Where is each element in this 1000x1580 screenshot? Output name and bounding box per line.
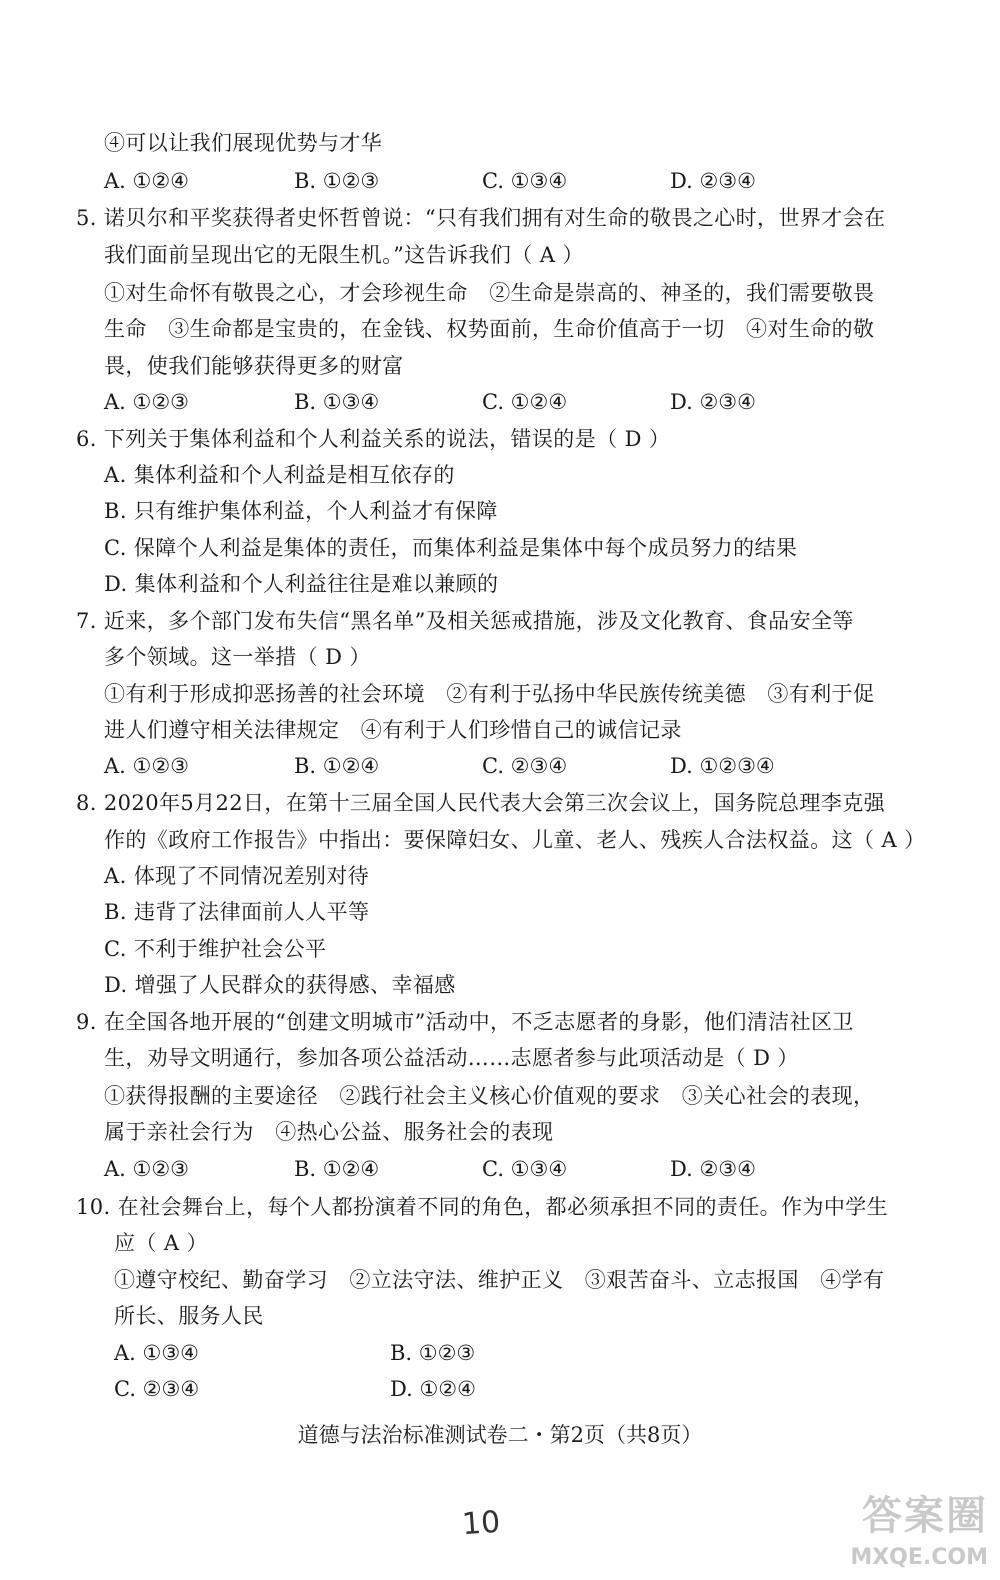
q6-option-b: B. 只有维护集体利益，个人利益才有保障: [104, 499, 498, 523]
q5-options: [104, 387, 924, 417]
q6-stem: 6. 下列关于集体利益和个人利益关系的说法，错误的是（ D ）: [76, 427, 671, 451]
q6-option-a: A. 集体利益和个人利益是相互依存的: [104, 463, 455, 487]
q9-items-line-2: 属于亲社会行为 ④热心公益、服务社会的表现: [104, 1120, 554, 1144]
page-footer: 道德与法治标准测试卷二・第2页（共8页）: [297, 1423, 703, 1447]
q10-options-row-1: [114, 1338, 914, 1368]
q4-option-d: D. ②③④: [670, 169, 756, 193]
q9-option-b: B. ①②④: [294, 1157, 380, 1181]
q8-option-b: B. 违背了法律面前人人平等: [104, 900, 370, 924]
q4-option-a: A. ①②④: [104, 169, 189, 193]
watermark-logo: [822, 1484, 992, 1574]
watermark-url: MXQE.COM: [850, 1545, 988, 1570]
q5-items-line-2: 生命 ③生命都是宝贵的，在金钱、权势面前，生命价值高于一切 ④对生命的敬: [104, 317, 875, 341]
q4-option-c: C. ①③④: [482, 169, 568, 193]
q7-stem-line-1: 7. 近来，多个部门发布失信“黑名单”及相关惩戒措施，涉及文化教育、食品安全等: [76, 609, 854, 633]
q5-option-c: C. ①②④: [482, 390, 568, 414]
q8-stem-line-1: 8. 2020年5月22日，在第十三届全国人民代表大会第三次会议上，国务院总理李克强: [76, 791, 886, 815]
q7-option-d: D. ①②③④: [670, 754, 775, 778]
q7-options: [104, 751, 924, 781]
q4-options: [104, 166, 924, 196]
q10-items-line-1: ①遵守校纪、勤奋学习 ②立法守法、维护正义 ③艰苦奋斗、立志报国 ④学有: [114, 1268, 885, 1292]
q9-items-line-1: ①获得报酬的主要途径 ②践行社会主义核心价值观的要求 ③关心社会的表现，: [104, 1084, 875, 1108]
q10-stem-line-1: 10. 在社会舞台上，每个人都扮演着不同的角色，都必须承担不同的责任。作为中学生: [76, 1195, 889, 1219]
q8-option-a: A. 体现了不同情况差别对待: [104, 864, 370, 888]
q7-items-line-2: 进人们遵守相关法律规定 ④有利于人们珍惜自己的诚信记录: [104, 718, 682, 742]
q10-stem-line-2: 应（ A ）: [114, 1231, 208, 1255]
q9-option-a: A. ①②③: [104, 1157, 189, 1181]
q10-items-line-2: 所长、服务人民: [114, 1304, 264, 1328]
q10-option-c: C. ②③④: [114, 1377, 200, 1401]
q9-options: [104, 1154, 924, 1184]
q9-option-c: C. ①③④: [482, 1157, 568, 1181]
q5-option-b: B. ①③④: [294, 390, 380, 414]
q5-stem-line-1: 5. 诺贝尔和平奖获得者史怀哲曾说：“只有我们拥有对生命的敬畏之心时，世界才会在: [76, 206, 886, 230]
handwritten-page-number: 10: [460, 1504, 502, 1543]
q10-option-d: D. ①②④: [390, 1377, 476, 1401]
q5-items-line-3: 畏，使我们能够获得更多的财富: [104, 354, 404, 378]
q7-stem-line-2: 多个领域。这一举措（ D ）: [104, 645, 371, 669]
q5-option-a: A. ①②③: [104, 390, 189, 414]
q7-option-b: B. ①②④: [294, 754, 380, 778]
q6-option-d: D. 集体利益和个人利益往往是难以兼顾的: [104, 572, 499, 596]
q5-option-d: D. ②③④: [670, 390, 756, 414]
q5-stem-line-2: 我们面前呈现出它的无限生机。”这告诉我们（ A ）: [104, 243, 584, 267]
q8-stem-line-2: 作的《政府工作报告》中指出：要保障妇女、儿童、老人、残疾人合法权益。这（ A ）: [104, 828, 926, 852]
q10-option-a: A. ①③④: [114, 1341, 199, 1365]
q10-option-b: B. ①②③: [390, 1341, 476, 1365]
q6-option-c: C. 保障个人利益是集体的责任，而集体利益是集体中每个成员努力的结果: [104, 536, 798, 560]
q5-items-line-1: ①对生命怀有敬畏之心，才会珍视生命 ②生命是崇高的、神圣的，我们需要敬畏: [104, 281, 875, 305]
q9-option-d: D. ②③④: [670, 1157, 756, 1181]
q9-stem-line-1: 9. 在全国各地开展的“创建文明城市”活动中，不乏志愿者的身影，他们清洁社区卫: [76, 1010, 854, 1034]
q9-stem-line-2: 生，劝导文明通行，参加各项公益活动……志愿者参与此项活动是（ D ）: [104, 1046, 799, 1070]
q7-option-a: A. ①②③: [104, 754, 189, 778]
q8-option-c: C. 不利于维护社会公平: [104, 937, 327, 961]
q7-option-c: C. ②③④: [482, 754, 568, 778]
q7-items-line-1: ①有利于形成抑恶扬善的社会环境 ②有利于弘扬中华民族传统美德 ③有利于促: [104, 682, 875, 706]
q8-option-d: D. 增强了人民群众的获得感、幸福感: [104, 973, 456, 997]
q4-option-b: B. ①②③: [294, 169, 380, 193]
q10-options-row-2: [114, 1374, 914, 1404]
watermark-text: 答案圈: [862, 1493, 988, 1539]
q4-item-4: ④可以让我们展现优势与才华: [104, 131, 383, 155]
